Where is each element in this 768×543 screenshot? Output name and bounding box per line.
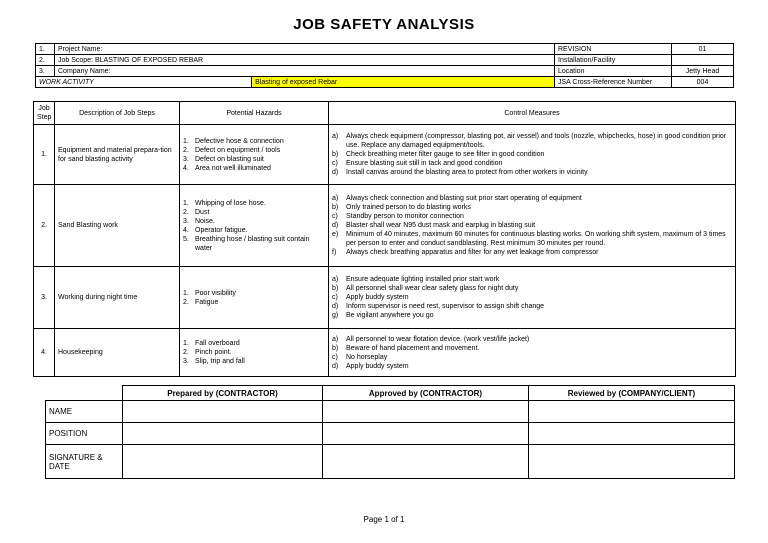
location-value: Jetty Head (672, 66, 734, 77)
hazard-number: 3. (183, 155, 189, 163)
hazard-number: 2. (183, 146, 189, 154)
header-info-table (35, 43, 734, 88)
step-number: 2. (34, 185, 55, 267)
step-number: 3. (34, 267, 55, 329)
control-letter: c) (332, 160, 338, 167)
control-text: Only trained person to do blasting works (346, 204, 471, 211)
control-item (332, 203, 732, 212)
control-text: Apply buddy system (346, 294, 409, 301)
approved-name-field[interactable] (323, 401, 529, 423)
step-description: Housekeeping (55, 329, 180, 377)
control-item (332, 150, 732, 159)
reviewed-by-header: Reviewed by (COMPANY/CLIENT) (529, 386, 735, 401)
hazard-item (183, 298, 325, 307)
hazard-item (183, 164, 325, 173)
header-row-num: 3. (36, 66, 55, 77)
control-letter: c) (332, 294, 338, 301)
hazard-text: Fall overboard (195, 340, 240, 347)
control-item (332, 335, 732, 344)
control-letter: d) (332, 362, 339, 370)
header-row-num: 1. (36, 44, 55, 55)
approved-by-header: Approved by (CONTRACTOR) (323, 386, 529, 401)
jsa-ref-value: 004 (672, 77, 734, 88)
position-row-label: POSITION (46, 423, 123, 445)
control-text: Apply buddy system (346, 362, 409, 370)
control-text: Inform supervisor is need rest, supervisor to assign shift change (346, 303, 545, 310)
control-letter: d) (332, 169, 339, 176)
prepared-by-header: Prepared by (CONTRACTOR) (123, 386, 323, 401)
control-item (332, 353, 732, 362)
hazard-text: Breathing hose / blasting suit contain water (195, 235, 310, 252)
control-item (332, 284, 732, 293)
control-letter: e) (332, 231, 339, 238)
project-name-label: Project Name: (55, 44, 555, 55)
hazard-text: Fatigue (195, 298, 219, 306)
hazard-item (183, 348, 325, 357)
control-text: All personnel to wear flotation device. (work vest/life jacket) (346, 335, 530, 343)
step-number: 4. (34, 329, 55, 377)
step-row (34, 267, 736, 329)
prepared-position-field[interactable] (123, 423, 323, 445)
approved-position-field[interactable] (323, 423, 529, 445)
step-row (34, 185, 736, 267)
hazard-text: Defect on equipment / tools (195, 146, 281, 154)
step-row (34, 125, 736, 185)
control-letter: c) (332, 213, 338, 220)
step-description: Equipment and material prepara-tion for sand blasting activity (55, 125, 180, 185)
step-row (34, 329, 736, 377)
header-row-num: 2. (36, 55, 55, 66)
hazard-text: Pinch point. (195, 349, 232, 356)
hazard-number: 3. (183, 358, 189, 365)
control-letter: a) (332, 195, 339, 202)
hazard-item (183, 137, 325, 146)
hazard-number: 1. (183, 199, 189, 207)
control-item (332, 230, 732, 248)
col-job-step: Job Step (34, 102, 55, 125)
control-letter: d) (332, 222, 339, 229)
name-row-label: NAME (46, 401, 123, 423)
control-item (332, 293, 732, 302)
reviewed-signature-field[interactable] (529, 445, 735, 479)
control-item (332, 194, 732, 203)
control-item (332, 168, 732, 177)
control-text: No horseplay (346, 353, 388, 361)
hazard-item (183, 208, 325, 217)
control-text: Always check breathing apparatus and filter for any wet leakage from compressor (346, 249, 599, 256)
step-controls (329, 267, 736, 329)
control-item (332, 132, 732, 150)
control-letter: a) (332, 276, 339, 283)
hazard-item (183, 226, 325, 235)
work-activity-label: WORK ACTIVITY (36, 77, 252, 88)
hazard-text: Dust (195, 208, 210, 216)
hazard-item (183, 235, 325, 253)
step-controls (329, 125, 736, 185)
control-item (332, 159, 732, 168)
hazard-item (183, 146, 325, 155)
location-label: Location (555, 66, 672, 77)
hazard-text: Whipping of lose hose. (195, 199, 266, 207)
hazard-item (183, 289, 325, 298)
hazard-number: 1. (183, 137, 189, 145)
hazard-number: 3. (183, 217, 189, 225)
control-text: Minimum of 40 minutes, maximum 60 minutes for continuous blasting works. On working shift system, maximum of 3 times per person to enter and conduct sandblasting. Rest minimum 30 minutes per round. (346, 231, 726, 247)
control-letter: g) (332, 312, 339, 319)
control-text: Install canvas around the blasting area to protect from other workers in vicinity (346, 169, 588, 176)
hazard-item (183, 155, 325, 164)
control-text: Standby person to monitor connection (346, 213, 464, 220)
hazard-number: 5. (183, 235, 189, 243)
signature-row-label: SIGNATURE & DATE (46, 445, 123, 479)
control-item (332, 344, 732, 353)
control-item (332, 248, 732, 257)
control-text: Beware of hand placement and movement. (346, 344, 480, 352)
jsa-table (33, 101, 736, 377)
hazard-number: 4. (183, 164, 189, 172)
hazard-text: Defect on blasting suit (195, 155, 264, 163)
job-scope-label: Job Scope: BLASTING OF EXPOSED REBAR (55, 55, 555, 66)
step-description: Sand Blasting work (55, 185, 180, 267)
hazard-item (183, 199, 325, 208)
hazard-text: Noise. (195, 217, 215, 225)
control-letter: c) (332, 353, 338, 361)
control-item (332, 302, 732, 311)
jsa-ref-label: JSA Cross-Reference Number (555, 77, 672, 88)
control-letter: f) (332, 249, 337, 256)
step-hazards (180, 267, 329, 329)
control-text: Ensure adequate lighting installed prior start work (346, 276, 500, 283)
control-text: Check breathing meter filter gauge to see filter in good condition (346, 151, 545, 158)
control-letter: b) (332, 151, 339, 158)
hazard-number: 4. (183, 226, 189, 234)
control-item (332, 311, 732, 320)
control-text: Always check connection and blasting suit prior start operating of equipment (346, 195, 582, 202)
step-controls (329, 185, 736, 267)
hazard-number: 2. (183, 208, 189, 216)
document-title: JOB SAFETY ANALYSIS (293, 16, 475, 33)
work-activity-value: Blasting of exposed Rebar (252, 77, 555, 88)
step-hazards (180, 329, 329, 377)
col-controls: Control Measures (329, 102, 736, 125)
hazard-item (183, 339, 325, 348)
control-text: Always check equipment (compressor, blasting pot, air vessel) and tools (nozzle, whipchecks, hose) in good condition prior use. Replace any damaged equipment/tools. (346, 133, 727, 149)
approved-signature-field[interactable] (323, 445, 529, 479)
control-letter: a) (332, 335, 339, 343)
revision-value: 01 (672, 44, 734, 55)
step-hazards (180, 185, 329, 267)
hazard-text: Operator fatigue. (195, 226, 248, 234)
reviewed-position-field[interactable] (529, 423, 735, 445)
installation-value (672, 55, 734, 66)
page-number: Page 1 of 1 (363, 515, 405, 524)
control-item (332, 212, 732, 221)
hazard-text: Poor visibility (195, 289, 236, 297)
control-item (332, 362, 732, 371)
step-description: Working during night time (55, 267, 180, 329)
control-item (332, 275, 732, 284)
reviewed-name-field[interactable] (529, 401, 735, 423)
control-letter: b) (332, 344, 339, 352)
hazard-number: 2. (183, 349, 189, 356)
hazard-number: 1. (183, 289, 189, 297)
step-number: 1. (34, 125, 55, 185)
col-description: Description of Job Steps (55, 102, 180, 125)
signature-table (45, 385, 735, 479)
hazard-text: Slip, trip and fall (195, 358, 245, 365)
control-item (332, 221, 732, 230)
step-controls (329, 329, 736, 377)
control-letter: a) (332, 133, 339, 140)
control-text: All personnel shall wear clear safety glass for night duty (346, 285, 519, 292)
hazard-text: Area not well illuminated (195, 164, 271, 172)
col-hazards: Potential Hazards (180, 102, 329, 125)
control-letter: b) (332, 285, 339, 292)
sig-corner (46, 386, 123, 401)
control-text: Blaster shall wear N95 dust mask and earplug in blasting suit (346, 222, 536, 229)
hazard-item (183, 217, 325, 226)
prepared-name-field[interactable] (123, 401, 323, 423)
control-text: Be vigilant anywhere you go (346, 312, 434, 319)
control-letter: b) (332, 204, 339, 211)
hazard-number: 1. (183, 340, 189, 347)
revision-label: REVISION (555, 44, 672, 55)
prepared-signature-field[interactable] (123, 445, 323, 479)
control-text: Ensure blasting suit still in tack and good condition (346, 160, 503, 167)
installation-label: Installation/Facility (555, 55, 672, 66)
hazard-text: Defective hose & connection (195, 137, 284, 145)
hazard-item (183, 357, 325, 366)
hazard-number: 2. (183, 298, 189, 306)
control-letter: d) (332, 303, 339, 310)
company-name-label: Company Name: (55, 66, 555, 77)
step-hazards (180, 125, 329, 185)
